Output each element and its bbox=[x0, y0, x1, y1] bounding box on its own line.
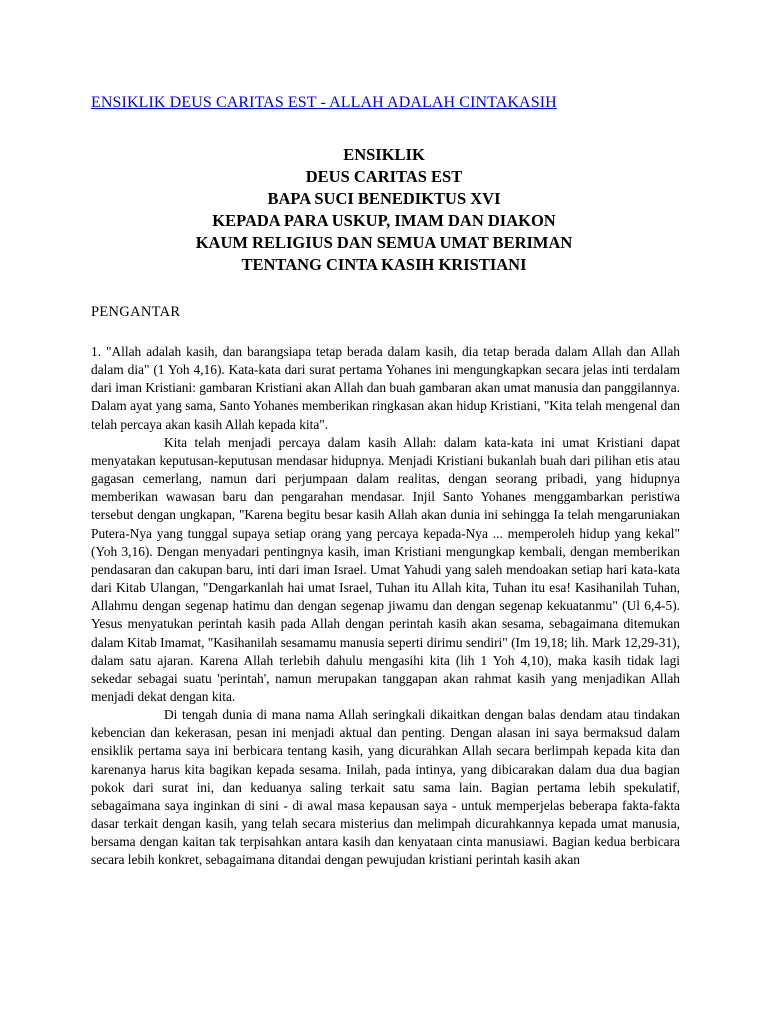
heading-line: KAUM RELIGIUS DAN SEMUA UMAT BERIMAN bbox=[195, 233, 573, 252]
paragraph: Kita telah menjadi percaya dalam kasih Allah: dalam kata-kata ini umat Kristiani dapat menyatakan keputusan-keputusan mendasar hidupnya. Menjadi Kristiani bukanlah buah dari pilihan etis atau gagasan cemerlang, namun dari perjumpaan dalam realitas, dengan seorang pribadi, yang hidupnya memberikan wawasan baru dan pengarahan mendasar. Injil Santo Yohanes menggambarkan peristiwa tersebut dengan ungkapan, "Karena begitu besar kasih Allah akan dunia ini sehingga Ia telah mengaruniakan Putera-Nya yang tunggal supaya setiap orang yang percaya kepada-Nya ... memperoleh hidup yang kekal" (Yoh 3,16). Dengan menyadari pentingnya kasih, iman Kristiani mengungkap kembali, dengan memberikan pendasaran dan cakupan baru, inti dari iman Israel. Umat Yahudi yang saleh mendoakan setiap hari kata-kata dari Kitab Ulangan, "Dengarkanlah hai umat Israel, Tuhan itu Allah kita, Tuhan itu esa! Kasihanilah Tuhan, Allahmu dengan segenap hatimu dan dengan segenap jiwamu dan dengan segenap kekuatanmu" (Ul 6,4-5). Yesus menyatukan perintah kasih pada Allah dengan perintah kasih akan sesama, sebagaimana ditemukan dalam Kitab Imamat, "Kasihanilah sesamamu manusia seperti dirimu sendiri" (Im 19,18; lih. Mark 12,29-31), dalam satu ajaran. Karena Allah terlebih dahulu mengasihi kita (lih 1 Yoh 4,10), maka kasih tidak lagi sekedar sebagai suatu 'perintah', namun merupakan tanggapan akan rahmat kasih yang menjadikan Allah menjadi dekat dengan kita. bbox=[91, 434, 680, 704]
document-heading bbox=[0, 144, 768, 276]
paragraph: 1. "Allah adalah kasih, dan barangsiapa tetap berada dalam kasih, dia tetap berada dalam Allah dan Allah dalam dia" (1 Yoh 4,16). Kata-kata dari surat pertama Yohanes ini mengungkapkan secara jelas inti terdalam dari iman Kristiani: gambaran Kristiani akan Allah dan buah gambaran akan umat manusia dan panggilannya. Dalam ayat yang sama, Santo Yohanes memberikan ringkasan akan hidup Kristiani, "Kita telah mengenal dan telah percaya akan kasih Allah kepada kita". bbox=[91, 344, 680, 432]
heading-line: DEUS CARITAS EST bbox=[305, 167, 463, 186]
section-title: PENGANTAR bbox=[91, 304, 181, 320]
paragraph: Di tengah dunia di mana nama Allah seringkali dikaitkan dengan balas dendam atau tindakan kebencian dan kekerasan, pesan ini menjadi aktual dan penting. Dengan alasan ini saya bermaksud dalam ensiklik pertama saya ini berbicara tentang kasih, yang dicurahkan Allah secara berlimpah kepada kita dan karenanya harus kita bagikan kepada sesama. Inilah, pada intinya, yang dibicarakan dalam dua dua bagian pokok dari surat ini, dan keduanya saling terkait satu sama lain. Bagian pertama lebih spekulatif, sebagaimana saya inginkan di sini - di awal masa kepausan saya - untuk memperjelas beberapa fakta-fakta dasar terkait dengan kasih, yang telah secara misterius dan melimpah dicurahkannya kepada umat manusia, bersama dengan kaitan tak terpisahkan antara kasih dan kenyataan cinta manusiawi. Bagian kedua berbicara secara lebih konkret, sebagaimana ditandai dengan pewujudan kristiani perintah kasih akan bbox=[91, 707, 680, 868]
body-text bbox=[91, 343, 680, 870]
heading-line: TENTANG CINTA KASIH KRISTIANI bbox=[241, 255, 527, 274]
document-title-link[interactable]: ENSIKLIK DEUS CARITAS EST - ALLAH ADALAH CINTAKASIH bbox=[91, 94, 557, 111]
heading-line: BAPA SUCI BENEDIKTUS XVI bbox=[267, 189, 501, 208]
heading-line: KEPADA PARA USKUP, IMAM DAN DIAKON bbox=[212, 211, 556, 230]
heading-line: ENSIKLIK bbox=[343, 145, 425, 164]
